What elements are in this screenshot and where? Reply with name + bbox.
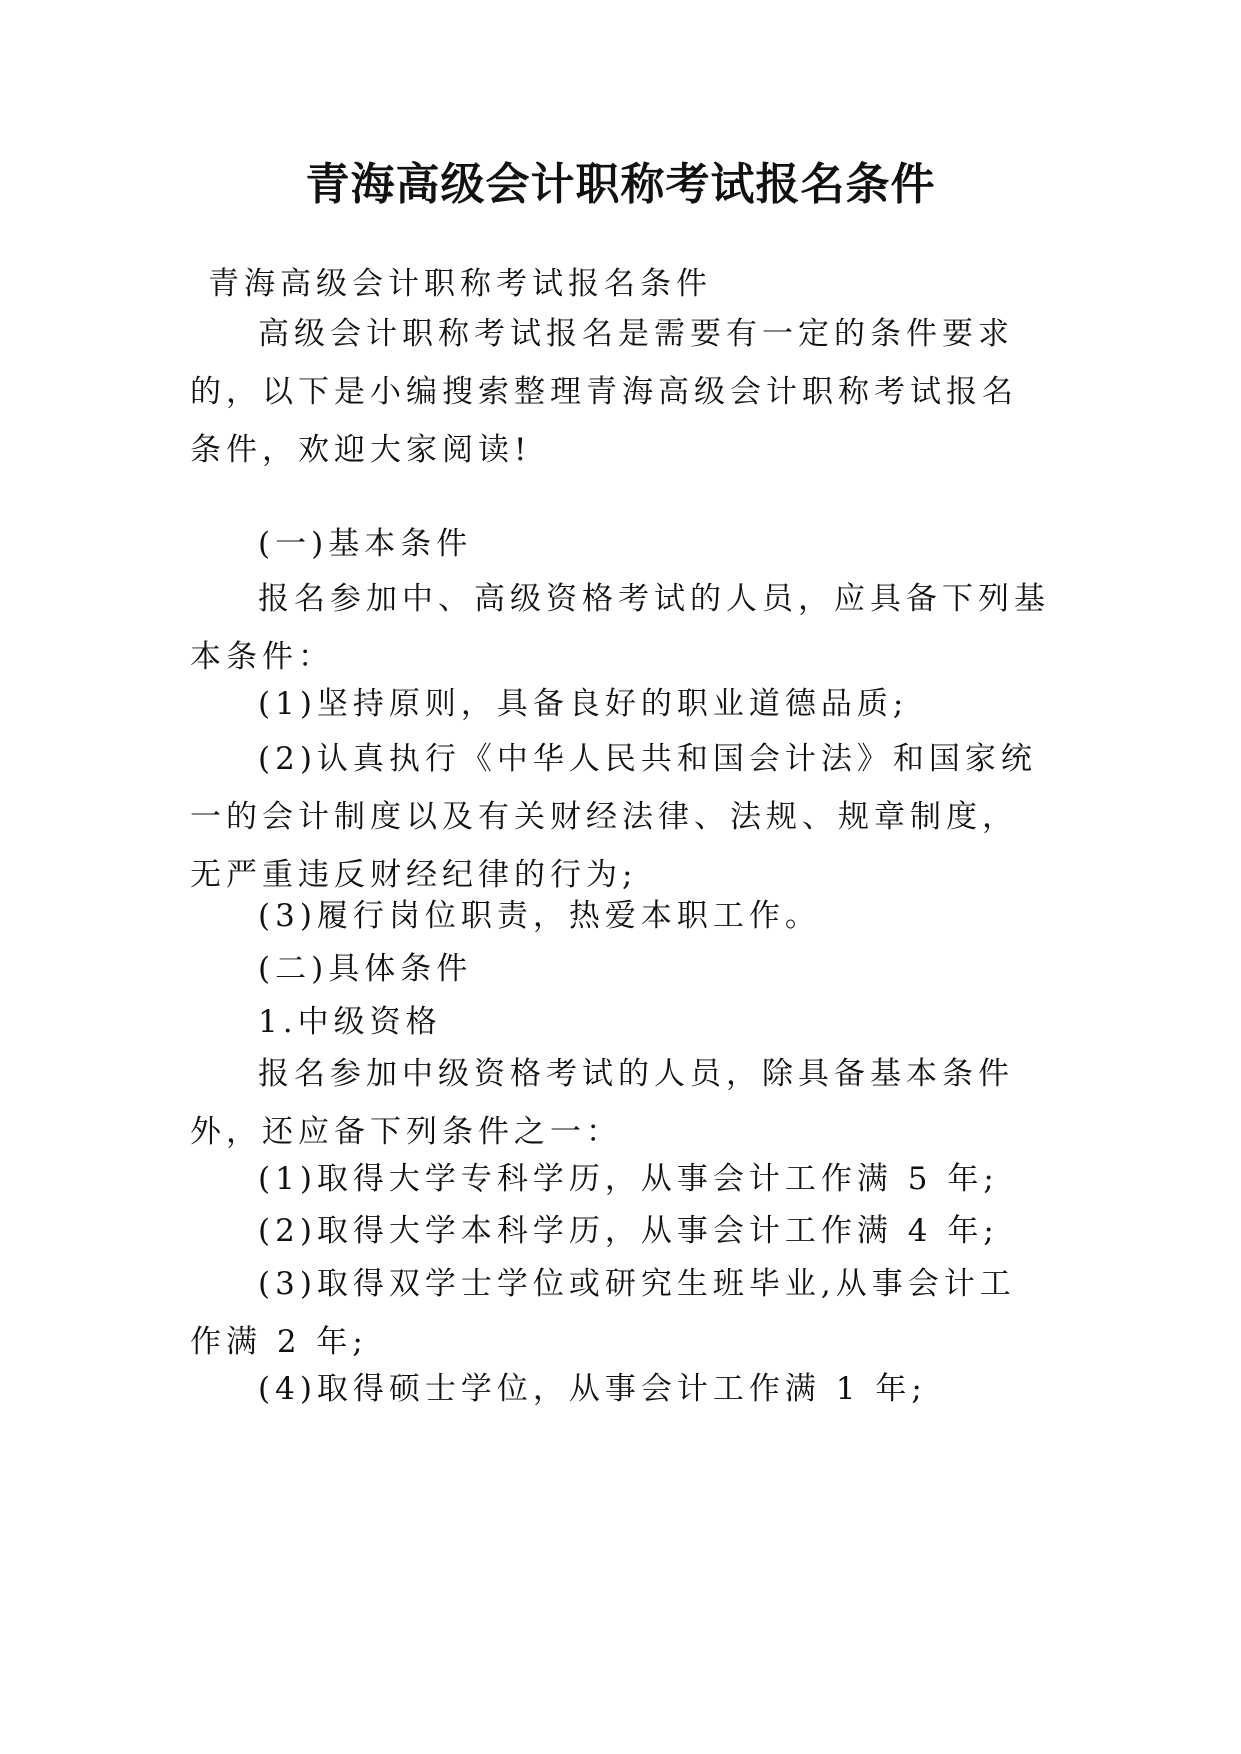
section-specific-lead: 报名参加中级资格考试的人员，除具备基本条件外，还应备下列条件之一： <box>190 1056 1014 1150</box>
specific-condition-item: (3)取得双学士学位或研究生班毕业,从事会计工作满 2 年; <box>190 1266 1016 1360</box>
section-basic-lead: 报名参加中、高级资格考试的人员，应具备下列基本条件： <box>190 581 1050 675</box>
section-specific-heading: (二)具体条件 <box>258 951 473 987</box>
document-title: 青海高级会计职称考试报名条件 <box>305 159 936 210</box>
specific-condition-item: (4)取得硕士学位，从事会计工作满 1 年; <box>258 1371 927 1407</box>
basic-condition-item: (3)履行岗位职责，热爱本职工作。 <box>258 898 821 934</box>
specific-condition-item: (1)取得大学专科学历，从事会计工作满 5 年; <box>258 1161 999 1197</box>
section-basic-heading: (一)基本条件 <box>258 526 473 562</box>
basic-condition-item: (1)坚持原则，具备良好的职业道德品质; <box>258 686 909 722</box>
intro-paragraph: 高级会计职称考试报名是需要有一定的条件要求的，以下是小编搜索整理青海高级会计职称考试报名条件，欢迎大家阅读! <box>190 316 1018 468</box>
section-specific-subheading: 1.中级资格 <box>258 1004 442 1040</box>
specific-condition-item: (2)取得大学本科学历，从事会计工作满 4 年; <box>258 1213 999 1249</box>
basic-condition-item: (2)认真执行《中华人民共和国会计法》和国家统一的会计制度以及有关财经法律、法规、规章制度，无严重违反财经纪律的行为; <box>190 741 1037 893</box>
document-subtitle: 青海高级会计职称考试报名条件 <box>208 266 712 302</box>
